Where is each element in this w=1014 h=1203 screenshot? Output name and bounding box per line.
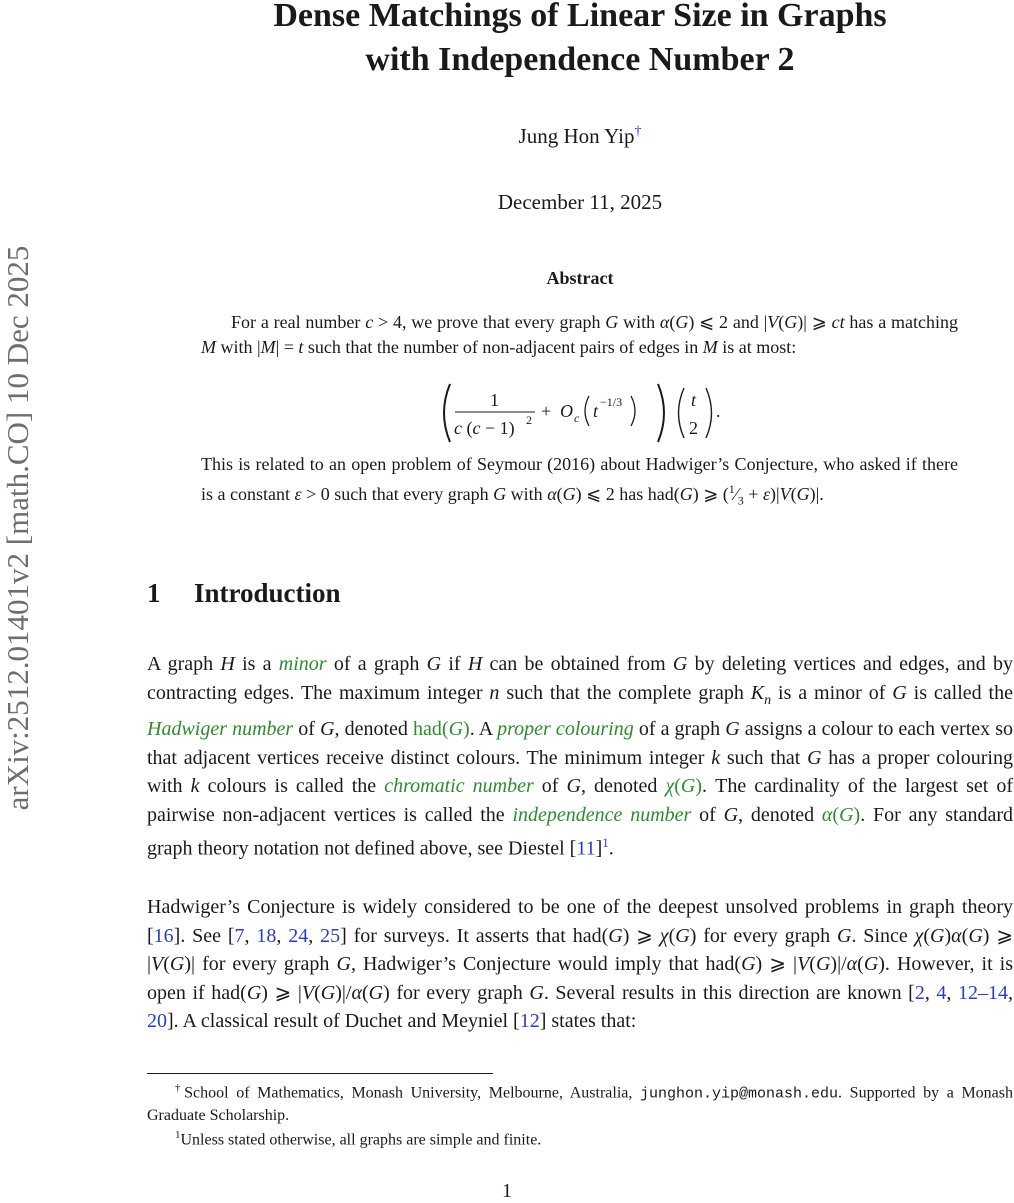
abstract-paragraph-1: For a real number c > 4, we prove that every graph G with α(G) ⩽ 2 and |V(G)| ⩾ ct has a matching M with |M| = t such that the number of non-adjacent pairs of edges in M is at most:: [201, 312, 958, 357]
author-line: [140, 124, 1014, 149]
citation-16[interactable]: 16: [153, 924, 174, 947]
svg-text:2: 2: [526, 413, 532, 427]
footnote-dagger: †School of Mathematics, Monash University, Melbourne, Australia, junghon.yip@monash.edu. Supported by a Monash Graduate Scholarship.: [147, 1082, 1013, 1125]
svg-text:+: +: [541, 401, 552, 421]
citation-4[interactable]: 4: [936, 981, 947, 1004]
term-minor[interactable]: minor: [278, 653, 327, 675]
footnote-1: $^1$Unless stated otherwise, all graphs are simple and finite.: [175, 1129, 542, 1149]
footnote-1-mark[interactable]: 1: [602, 835, 609, 850]
citation-7[interactable]: 7: [234, 924, 245, 947]
paper-date: December 11, 2025: [497, 190, 663, 214]
footnote-rule: [147, 1073, 493, 1074]
term-proper-colouring[interactable]: proper colouring: [497, 718, 634, 740]
page-number: 1: [502, 1180, 512, 1202]
author-footnote-mark[interactable]: †: [634, 124, 642, 139]
section-number: 1: [147, 578, 161, 608]
title-line-1: Dense Matchings of Linear Size in Graphs: [273, 0, 887, 34]
citation-18[interactable]: 18: [256, 924, 277, 947]
citation-25[interactable]: 25: [320, 924, 341, 947]
svg-text:O: O: [560, 401, 573, 421]
intro-paragraph-2: Hadwiger’s Conjecture is widely considered to be one of the deepest unsolved problems in graph theory [16]. See [7, 18, 24, 25] for surveys. It asserts that had(G) ⩾ χ(G) for every graph G. Since χ(G)α(G) ⩾ |V(G)| for every graph G, Hadwiger’s Conjecture would imply that had(G) ⩾ |V(G)|/α(G). However, it is open if had(G) ⩾ |V(G)|/α(G) for every graph G. Several results in this direction are known [2, 4, 12–14, 20]. A classical result of Duchet and Meyniel [12] states that:: [147, 896, 1014, 1032]
paper-title: [140, 0, 1014, 82]
abstract-heading: Abstract: [546, 268, 614, 288]
term-alpha[interactable]: α(G): [821, 803, 861, 826]
svg-text:t: t: [691, 390, 697, 410]
intro-paragraph-1: A graph H is a minor of a graph G if H can be obtained from G by deleting vertices and edges, and by contracting edges. The maximum integer n such that the complete graph $K_n$ is a minor of G is called the Hadwiger number of G, denoted had(G). A proper colouring of a graph G assigns a colour to each vertex so that adjacent vertices receive distinct colours. The minimum integer k such that G has a proper colouring with k colours is called the chromatic number of G, denoted χ(G). The cardinality of the largest set of pairwise non-adjacent vertices is called the independence number of G, denoted α(G). For any standard graph theory notation not defined above, see Diestel [11]$^1$.: [147, 653, 1014, 860]
svg-text:2: 2: [689, 418, 698, 438]
citation-12[interactable]: 12: [519, 1010, 540, 1032]
section-title: Introduction: [194, 578, 341, 608]
term-independence-number[interactable]: independence number: [512, 803, 692, 826]
author-email[interactable]: junghon.yip@monash.edu: [640, 1085, 839, 1103]
section-heading: [147, 578, 341, 609]
svg-text:c: c: [574, 411, 580, 425]
title-line-2: with Independence Number 2: [365, 41, 795, 78]
abstract-formula: [440, 382, 740, 444]
term-hadwiger-number[interactable]: Hadwiger number: [147, 718, 294, 740]
svg-text:c (c − 1): c (c − 1): [454, 418, 515, 438]
term-chi[interactable]: χ(G): [665, 775, 703, 797]
term-had[interactable]: had(G): [413, 718, 470, 740]
citation-2[interactable]: 2: [914, 981, 925, 1004]
abstract-paragraph-2: This is related to an open problem of Seymour (2016) about Hadwiger’s Conjecture, who asked if there is a constant ε > 0 such that every graph G with α(G) ⩽ 2 has had(G) ⩾ $(^1⁄_3 + \varepsilon)|V(G)|$.: [201, 454, 958, 508]
svg-text:−1/3: −1/3: [600, 395, 623, 409]
author-name: Jung Hon Yip: [518, 124, 635, 148]
svg-text:.: .: [716, 401, 721, 421]
arxiv-identifier: arXiv:2512.01401v2 [math.CO] 10 Dec 2025: [0, 245, 35, 811]
svg-text:t: t: [593, 401, 599, 421]
citation-20[interactable]: 20: [147, 1010, 167, 1032]
term-chromatic-number[interactable]: chromatic number: [384, 775, 534, 797]
svg-text:1: 1: [490, 390, 499, 410]
citation-11[interactable]: 11: [576, 837, 596, 860]
citation-12-14[interactable]: 12–14: [958, 981, 1009, 1004]
citation-24[interactable]: 24: [288, 924, 309, 947]
